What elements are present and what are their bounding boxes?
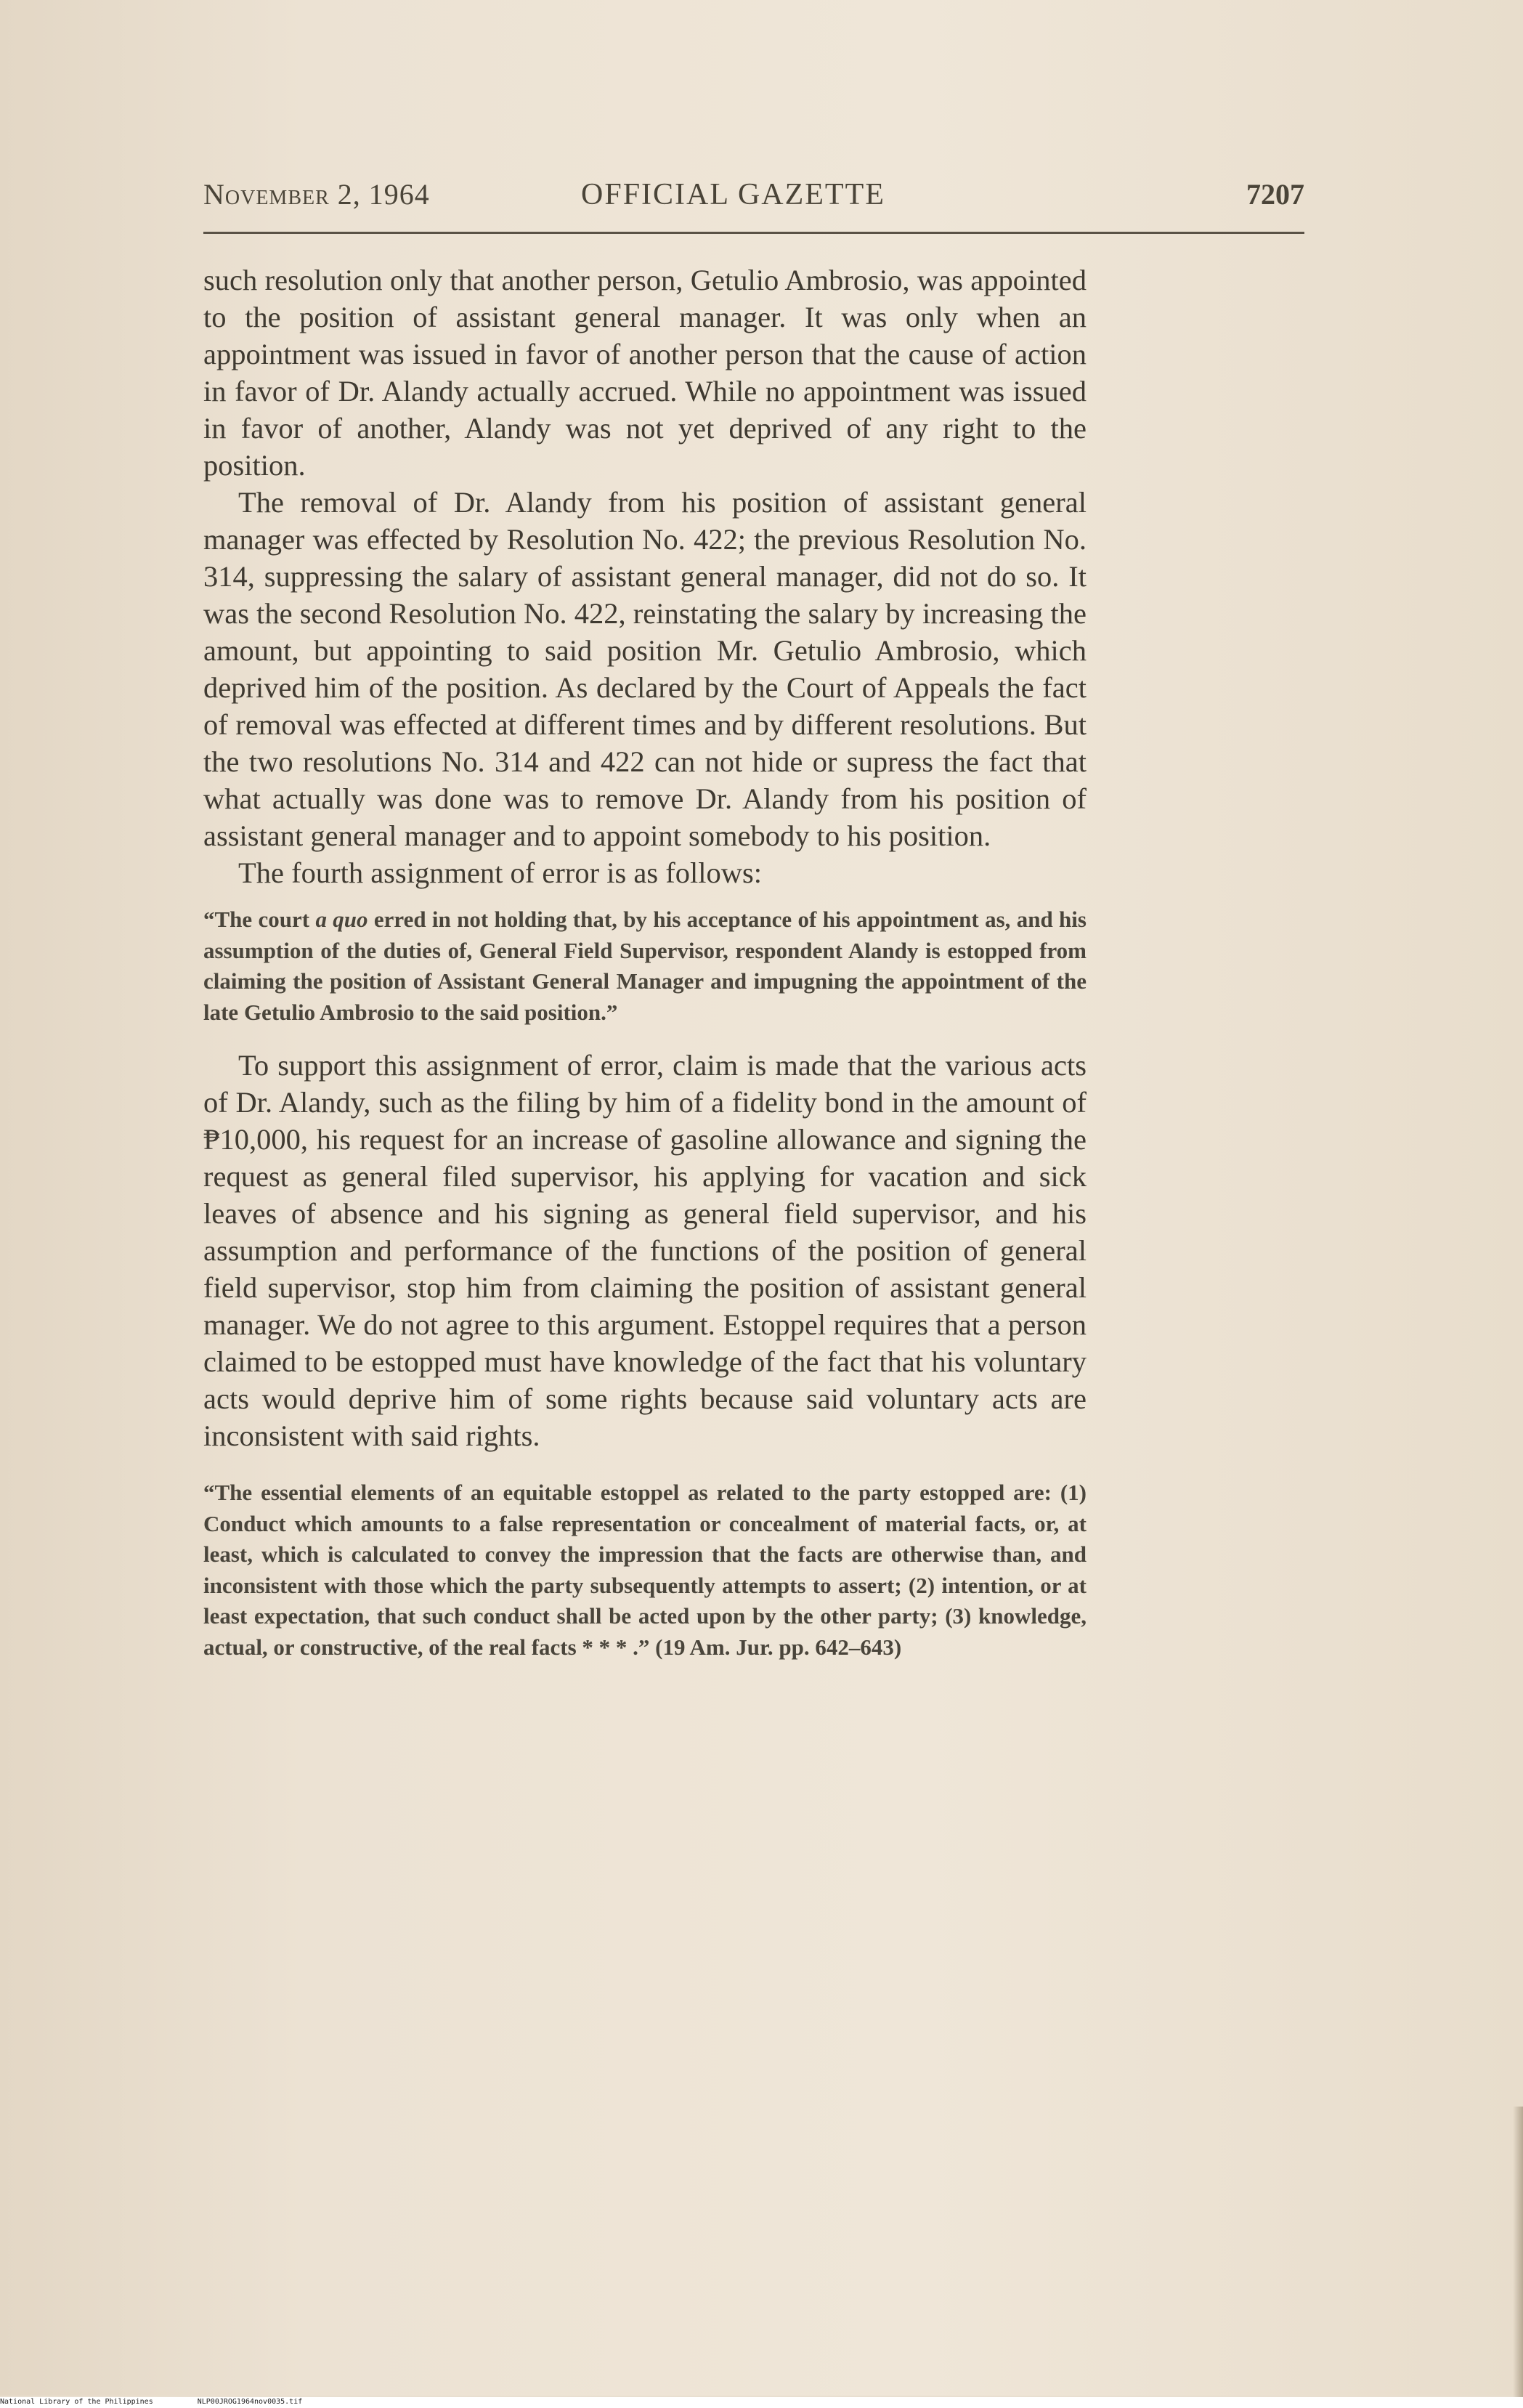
paragraph-continuation: such resolution only that another person, Getulio Ambrosio, was appointed to the position of assistant general manager. It was only when an appointment was issued in favor of another person that the cause of action in favor of Dr. Alandy actually accrued. While no appointment was issued in favor of another, Alandy was not yet deprived of any right to the position. xyxy=(203,264,1087,482)
header-date: November 2, 1964 xyxy=(203,178,430,211)
header-rule xyxy=(203,232,1304,234)
header-page-number: 7207 xyxy=(1246,178,1304,211)
quote-estoppel-elements: “The essential elements of an equitable estoppel as related to the party estopped are: (1) Conduct which amounts to a false representation or concealment of material facts, or, at least, which is calculated to convey the impression that the facts are otherwise than, and inconsistent with those which the party subsequently attempts to assert; (2) intention, or at least expectation, that such conduct shall be acted upon by the other party; (3) knowledge, actual, or constructive, of the real facts * * * .” (19 Am. Jur. pp. 642–643) xyxy=(203,1480,1087,1660)
paragraph-removal: The removal of Dr. Alandy from his position of assistant general manager was effected by Resolution No. 422; the previous Resolution No. 314, suppressing the salary of assistant general manager, did not do so. It was the second Resolution No. 422, reinstating the salary by increasing the amount, but appointing to said position Mr. Getulio Ambrosio, which deprived him of the position. As declared by the Court of Appeals the fact of removal was effected at different times and by different resolutions. But the two resolutions No. 314 and 422 can not hide or supress the fact that what actually was done was to remove Dr. Alandy from his position of assistant general manager and to appoint somebody to his position. xyxy=(203,486,1087,852)
footer-library: National Library of the Philippines xyxy=(0,2398,153,2406)
quote-1-before: “The court xyxy=(203,907,316,932)
quote-assignment-of-error xyxy=(203,904,1087,1028)
scan-footer xyxy=(0,2397,1523,2408)
header-title: OFFICIAL GAZETTE xyxy=(581,178,885,211)
quote-1-after: erred in not holding that, by his acceptance of his appointment as, and his assumption of the duties of, General Field Supervisor, respondent Alandy is estopped from claiming the position of Assistant General Manager and impugning the appointment of the late Getulio Ambrosio to the said position.” xyxy=(203,907,1087,1025)
paragraph-estoppel-argument: To support this assignment of error, claim is made that the various acts of Dr. Alandy, such as the filing by him of a fidelity bond in the amount of ₱10,000, his request for an increase of gasoline allowance and signing the request as general filed supervisor, his applying for vacation and sick leaves of absence and his signing as general field supervisor, and his assumption and performance of the functions of the position of general field supervisor, stop him from claiming the position of assistant general manager. We do not agree to this argument. Estoppel requires that a person claimed to be estopped must have knowledge of the fact that his voluntary acts would deprive him of some rights because said voluntary acts are inconsistent with said rights. xyxy=(203,1049,1087,1452)
page-header xyxy=(203,177,1304,218)
footer-filename: NLP00JROG1964nov0035.tif xyxy=(197,2398,303,2406)
page-body xyxy=(203,262,1087,1663)
quote-1-italic: a quo xyxy=(315,907,368,932)
paragraph-fourth-assignment: The fourth assignment of error is as follows: xyxy=(238,856,762,889)
